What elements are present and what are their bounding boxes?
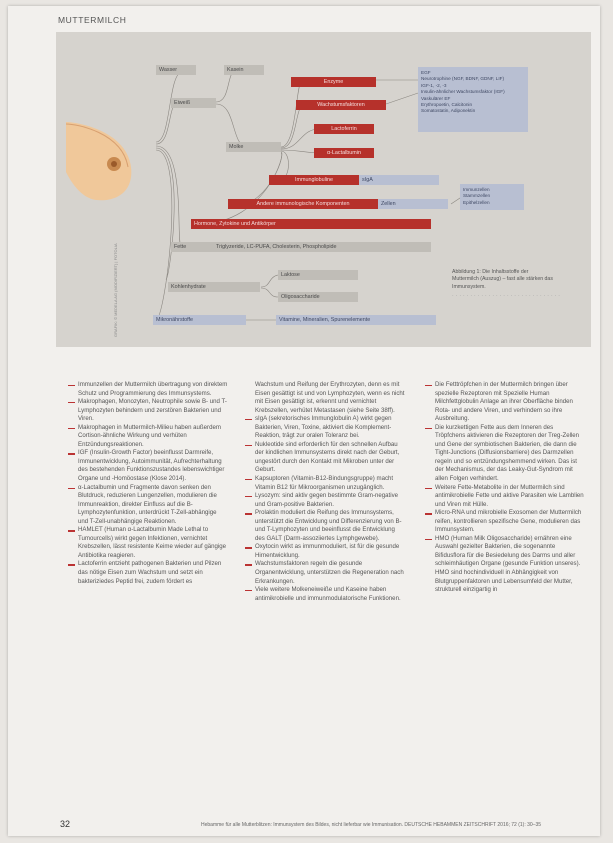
figure-caption [452,269,562,300]
node-water: Wasser [156,65,196,75]
bullet-dash [68,488,75,489]
node-fats-detail: Triglyzeride, LC-PUFA, Cholesterin, Phospholipide [213,242,431,252]
bullet-text: Weitere Fette-Metabolite in der Muttermilch sind antimikrobielle Fette und aktive Parasiten wie Lamblien und Viren mit Hülle. [435,483,584,508]
bullet-item [245,586,405,603]
bullet-text: Prolaktin moduliert die Reifung des Immunsystems, unterstützt die Entwicklung und Differenzierung von B- und T-Lymphozyten und beeinflusst die Entwicklung des GALT (Darm-assoziiertes Lymphgewebe). [255,509,402,542]
text-column-3 [425,381,585,595]
node-cells: Zellen [378,199,448,209]
bullet-dash [68,402,75,403]
bullet-dash [245,419,252,420]
node-siga: sIgA [359,175,439,185]
bullet-dash [68,385,75,386]
bullet-item [68,398,228,424]
node-casein: Kasein [224,65,264,75]
bullet-text: Lactoferrin entzieht pathogenen Bakterien und Pilzen das nötige Eisen zum Wachstum und setzt ein bakteriziedes Peptid frei, zudem fördert es [78,560,222,585]
bullet-dash [245,547,252,548]
bullet-item [68,526,228,560]
bullet-item [425,484,585,510]
bullet-dash [425,539,432,540]
bullet-item [245,475,405,492]
bullet-text: Oxytocin wirkt as immunmoduliert, ist für die gesunde Hirnentwicklung. [255,543,400,559]
page-number: 32 [60,819,71,829]
bullet-dash [68,453,75,454]
node-lactalbumin: α-Lactalbumin [314,148,374,158]
bullet-item [245,441,405,475]
bullet-dash [425,513,432,514]
bullet-text: sIgA (sekretorisches Immunglobulin A) wirkt gegen Bakterien, Viren, Toxine, aktiviert die Komplement-Reaktion, trägt zur oralen Toleranz bei. [255,415,392,440]
bullet-item [425,509,585,535]
node-growth-factors: Wachstumsfaktoren [296,100,386,110]
bullet-text: Nukleotide sind erforderlich für den schnellen Aufbau der kindlichen Immunsystems direkt nach der Geburt, ungestört durch den Kontakt mit Mikroben unter der Geburt. [255,440,400,474]
bullet-dash [245,479,252,480]
node-hormones: Hormone, Zytokine und Antikörper [191,219,431,229]
bullet-text: IGF (Insulin-Growth Factor) beeinflusst Darmreife, Immunentwicklung, Autoimmunität, Aufrechterhaltung des bestehenden Funktionszustandes lebenswichtiger Organe und -Homöostase (Klose 2014). [78,449,225,483]
node-lactose: Laktose [278,270,358,280]
node-lactoferrin: Lactoferrin [314,124,374,134]
bullet-dash [68,530,75,531]
node-protein: Eiweiß [171,98,216,108]
bullet-item [68,381,228,398]
bullet-text: Viele weitere Molkeneiweiße und Kaseine haben antimikrobielle und immunmodulatorische Funktionen. [255,586,401,602]
node-micronutrients: Mikronährstoffe [153,315,246,325]
bullet-text: Makrophagen, Monozyten, Neutrophile sowie B- und T-Lymphozyten behindern und zerstören Bakterien und Viren. [78,398,227,423]
text-column-2 [245,381,405,603]
growth-factors-list: EGF Neurotrophine (NGF, BDNF, GDNF, LIF) IGF-1, -2, -3 Insulin-ähnlicher Wachstumsfaktor (IGF) Vaskulärer EF Erythropoetin, Calcitonin Somatostatin, Adiponektin [418,67,528,132]
bullet-text: Lysozym: sind aktiv gegen bestimmte Gram-negative und Gram-positive Bakterien. [255,492,399,508]
bullet-text: HAMLET (Human α-Lactalbumin Made Lethal to Tumourcells) wirkt gegen Infektionen, vernichtet Krebszellen, lässt resistente Keime wieder auf gängige Antibiotika reagieren. [78,526,227,559]
bullet-item [68,484,228,527]
bullet-item [245,381,405,415]
node-fats: Fette [171,242,213,252]
bullet-text: Micro-RNA und mikrobielle Exosomen der Muttermilch reifen, kontrollieren spezifische Gene, modulieren das Immunsystem. [435,509,582,534]
bullet-dash [425,385,432,386]
bullet-item [425,381,585,424]
bullet-dash [68,564,75,565]
node-oligosaccharides: Oligosaccharide [278,292,358,302]
text-column-1 [68,381,228,586]
node-enzymes: Enzyme [291,77,376,87]
bullet-item [425,535,585,595]
footer-citation: Hebamme für alle Mutterblitzen: Immunsystem des Bildes, nicht lieferbar wie Immunisation. DEUTSCHE HEBAMMEN ZEITSCHRIFT 2016; 72 (1): 30–35 [201,822,542,828]
node-immunoglobulins: Immunglobuline [269,175,359,185]
bullet-dash [245,445,252,446]
section-header: MUTTERMILCH [58,15,127,25]
cells-list: Immunzellen Stammzellen Epithelzellen [460,184,524,210]
breast-illustration [66,122,131,200]
bullet-dash [68,428,75,429]
magazine-page [8,6,600,836]
bullet-text: HMO (Human Milk Oligosaccharide) ernähren eine Auswahl gezielter Bakterien, die sogenannte Bifidusflora für die Besiedelung des Darms und aller schleimhäutigen Organe (gesunde Funktion unseres). HMO sind hochindividuell in Abhängigkeit von Blutgruppenfaktoren und Lebensumfeld der Mutter, strukturell einzigartig in [435,534,581,594]
figure-panel [56,32,591,347]
bullet-item [245,543,405,560]
bullet-item [245,560,405,586]
bullet-item [68,449,228,483]
node-micronutrients-detail: Vitamine, Mineralien, Spurenelemente [276,315,436,325]
node-other-immune-components: Andere immunologische Komponenten [228,199,378,209]
bullet-dash [245,590,252,591]
bullet-dash [425,488,432,489]
bullet-item [245,415,405,441]
bullet-text: Immunzellen der Muttermilch übertragung von direktem Schutz und Programmierung des Immunsystems. [78,381,228,397]
node-carbohydrates: Kohlenhydrate [168,282,260,292]
bullet-item [68,560,228,586]
bullet-text: Die Fetttröpfchen in der Muttermilch bringen über spezielle Rezeptoren mit Spezielle Human Milchfettglobulin Anlage an ihrer Oberfläche binden Rota- und andere Viren, und verhindern so ihre Ausbreitung. [435,381,573,423]
bullet-item [425,424,585,484]
bullet-dash [245,564,252,565]
bullet-dash [245,496,252,497]
bullet-text: Kapsuptoren (Vitamin-B12-Bindungsgruppe) macht Vitamin B12 für Mikroorganismen unzugänglich. [255,475,394,491]
node-whey: Molke [226,142,281,152]
bullet-dash [245,513,252,514]
bullet-item [68,424,228,450]
caption-dots: ······························ [452,292,562,299]
bullet-text: α-Lactalbumin und Fragmente davon senken den Blutdruck, reduzieren Lungenzellen, modulieren die Immunreaktion, direkter Einfluss auf die B-Lymphozytenfunktion, unterdrückt T-Zell-abhängige und T-Zell-unabhängige Reaktionen. [78,483,217,525]
bullet-text: Wachstumsfaktoren regeln die gesunde Organentwicklung, unterstützen die Regeneration nach Erkrankungen. [255,560,404,585]
bullet-text: Makrophagen in Muttermilch-Milieu haben außerdem Cortison-ähnliche Wirkung und verhüten Entzündungsreaktionen. [78,423,221,448]
bullet-text: Wachstum und Reifung der Erythrozyten, denn es mit Eisen gesättigt ist und von Lymphozyten, wenn es nicht mit Eisen gesättigt ist, erkennt und vernichtet Krebszellen, verhütet Metastasen (siehe Seite 38ff). [255,381,405,414]
bullet-item [245,509,405,543]
bullet-text: Die kurzkettigen Fette aus dem Inneren des Tröpfchens aktivieren die Rezeptoren der Treg-Zellen und Gene der symbiotischen Bakterien, die dann die Tight-Junctions (Diffusionsbarriere) des Darmzellen regeln und so entzündungshemmend wirken. Das ist der Mechanismus, der das Leaky-Gut-Syndrom mit allen Folgen verhindert. [435,423,580,483]
bullet-dash [425,428,432,429]
bullet-item [245,492,405,509]
side-credit: GRAFIK: © MEDELA AG (MODIFIZIERT) | FOTOLIA [113,243,118,337]
caption-text: Abbildung 1: Die Inhaltsstoffe der Muttermilch (Auszug) – fast alle stärken das Immunsystem. [452,269,553,290]
